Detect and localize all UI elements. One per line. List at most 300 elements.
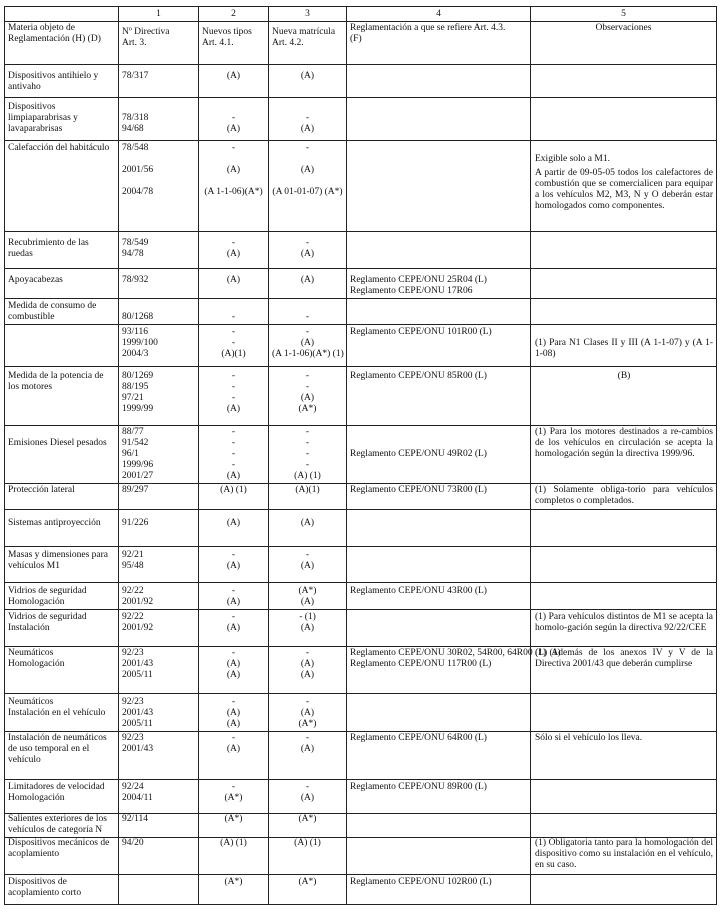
cell-new-registration	[269, 269, 347, 299]
cell-regulation	[347, 610, 531, 647]
table-row	[5, 426, 717, 484]
column-number: 5	[531, 7, 717, 22]
table-row	[5, 367, 717, 426]
cell-regulation	[347, 232, 531, 269]
header-line: Nº Directiva	[122, 27, 170, 37]
cell-line: vehículos de categoría N	[8, 825, 103, 835]
cell-observations	[531, 65, 717, 98]
cell-new-types	[199, 299, 269, 325]
cell-line: -	[231, 393, 236, 403]
cell-observations	[531, 647, 717, 694]
header-line: Reglamentación a que se refiere Art. 4.3.	[350, 23, 506, 33]
cell-line	[272, 102, 343, 113]
cell-line: A partir de 09-05-05 todos los calefactores de combustión que se comercialicen para equipar a los vehículos M2, M3, N y O deberán estar homologados como componentes.	[535, 168, 713, 211]
cell-line: Limitadores de velocidad	[8, 782, 105, 792]
cell-new-types	[199, 269, 269, 299]
cell-observations	[531, 732, 717, 780]
cell-subject	[5, 484, 119, 510]
cell-line: (A) (1)	[294, 471, 321, 481]
table-row	[5, 232, 717, 269]
cell-observations	[531, 814, 717, 838]
cell-line: (A)	[226, 719, 241, 729]
cell-directive	[119, 98, 199, 141]
cell-line: (A)	[300, 597, 315, 607]
cell-line: Reglamento CEPE/ONU 101R00 (L)	[350, 327, 492, 337]
cell-new-registration	[269, 325, 347, 367]
column-number: 4	[347, 7, 531, 22]
cell-regulation	[347, 694, 531, 732]
column-number-row	[5, 7, 717, 22]
cell-new-types	[199, 484, 269, 510]
cell-line: -	[231, 586, 236, 596]
regulation-table	[4, 6, 717, 905]
cell-directive	[119, 647, 199, 694]
cell-line: -	[231, 612, 236, 622]
cell-line: Dispositivos antihielo y	[8, 71, 99, 81]
cell-line: (A)	[300, 124, 315, 134]
cell-line	[122, 176, 195, 187]
cell-line: 80/1268	[122, 312, 154, 322]
cell-line: 2001/43	[122, 744, 154, 754]
cell-directive	[119, 426, 199, 484]
cell-line: 94/78	[122, 249, 144, 259]
cell-line: Neumáticos	[8, 648, 54, 658]
header-line: Reglamentación (H) (D)	[8, 34, 101, 44]
cell-new-types	[199, 732, 269, 780]
header-subject	[5, 22, 119, 65]
cell-regulation	[347, 484, 531, 510]
header-regulation	[347, 22, 531, 65]
cell-line: (A)	[300, 338, 315, 348]
cell-line: 91/226	[122, 518, 149, 528]
cell-observations	[531, 838, 717, 875]
cell-line: Emisiones Diesel pesados	[8, 438, 107, 448]
cell-line: -	[305, 438, 310, 448]
cell-regulation	[347, 838, 531, 875]
cell-regulation	[347, 732, 531, 780]
cell-line	[202, 102, 265, 113]
cell-regulation	[347, 299, 531, 325]
cell-line: 78/548	[122, 143, 149, 153]
cell-line: Reglamento CEPE/ONU 64R00 (L)	[350, 733, 487, 743]
cell-line: (A)	[300, 744, 315, 754]
cell-line: (A*)	[298, 814, 317, 824]
cell-line: -	[305, 460, 310, 470]
cell-line: Exigible solo a M1.	[535, 154, 610, 164]
cell-directive	[119, 732, 199, 780]
cell-regulation	[347, 367, 531, 426]
cell-line: 92/23	[122, 697, 144, 707]
cell-line: Apoyacabezas	[8, 275, 63, 285]
cell-new-registration	[269, 65, 347, 98]
cell-subject	[5, 780, 119, 814]
cell-observations	[531, 694, 717, 732]
header-row	[5, 22, 717, 65]
cell-new-registration	[269, 583, 347, 610]
cell-line: -	[305, 143, 310, 153]
table-row	[5, 780, 717, 814]
cell-line: (B)	[617, 371, 631, 381]
cell-line: 2001/92	[122, 623, 154, 633]
cell-line: ruedas	[8, 249, 33, 259]
cell-line	[202, 301, 265, 312]
cell-line: 2004/78	[122, 187, 154, 197]
cell-new-types	[199, 610, 269, 647]
cell-line: 2005/11	[122, 719, 153, 729]
cell-line: -	[231, 550, 236, 560]
cell-line: -	[305, 449, 310, 459]
cell-line: - (1)	[299, 612, 316, 622]
cell-regulation	[347, 780, 531, 814]
cell-line: Calefacción del habitáculo	[8, 143, 110, 153]
cell-line: Medida de consumo de	[8, 301, 97, 311]
header-line: Observaciones	[595, 23, 652, 33]
cell-line: 2001/27	[122, 471, 154, 481]
table-row	[5, 325, 717, 367]
cell-regulation	[347, 583, 531, 610]
cell-line: -	[231, 427, 236, 437]
regulation-document	[4, 6, 716, 905]
cell-line: (A*)	[298, 719, 317, 729]
cell-line: -	[231, 733, 236, 743]
cell-line: -	[231, 113, 236, 123]
cell-line: (A) (1)	[220, 838, 247, 848]
cell-line: Dispositivos	[8, 102, 56, 112]
cell-line: Reglamento CEPE/ONU 30R02, 54R00, 64R00 (L) (1)	[350, 648, 561, 658]
cell-directive	[119, 484, 199, 510]
cell-line: -	[231, 143, 236, 153]
cell-line: 1999/96	[122, 460, 154, 470]
cell-line: 88/195	[122, 382, 149, 392]
cell-subject	[5, 299, 119, 325]
header-new-registration	[269, 22, 347, 65]
cell-new-registration	[269, 694, 347, 732]
cell-observations	[531, 325, 717, 367]
cell-observations	[531, 583, 717, 610]
cell-line: (A)	[226, 165, 241, 175]
cell-line: 2005/11	[122, 670, 153, 680]
cell-observations	[531, 484, 717, 510]
cell-line: 2001/43	[122, 659, 154, 669]
cell-subject	[5, 65, 119, 98]
cell-directive	[119, 232, 199, 269]
cell-line: Reglamento CEPE/ONU 25R04 (L)	[350, 275, 487, 285]
cell-line: -	[231, 327, 236, 337]
cell-new-registration	[269, 547, 347, 583]
cell-line: Homologación	[8, 793, 65, 803]
cell-new-registration	[269, 780, 347, 814]
cell-subject	[5, 547, 119, 583]
cell-directive	[119, 299, 199, 325]
cell-line: (A)	[300, 708, 315, 718]
cell-new-types	[199, 647, 269, 694]
cell-line: Vidrios de seguridad	[8, 612, 87, 622]
cell-observations	[531, 547, 717, 583]
cell-line: (A)	[226, 561, 241, 571]
cell-line: Medida de la potencia de	[8, 371, 104, 381]
cell-observations	[531, 141, 717, 232]
cell-directive	[119, 875, 199, 905]
cell-line: 97/21	[122, 393, 144, 403]
cell-line: (A)	[300, 249, 315, 259]
cell-regulation	[347, 875, 531, 905]
cell-line: (A)	[300, 659, 315, 669]
cell-line: (A)	[226, 744, 241, 754]
cell-line: (A)	[226, 249, 241, 259]
header-line: Nuevos tipos	[202, 27, 252, 37]
cell-new-registration	[269, 510, 347, 547]
cell-line: 92/22	[122, 586, 144, 596]
cell-line	[350, 427, 527, 438]
cell-line: 94/20	[122, 838, 144, 848]
cell-new-types	[199, 547, 269, 583]
cell-line: -	[231, 338, 236, 348]
cell-line: -	[305, 371, 310, 381]
cell-line: Recubrimiento de las	[8, 238, 89, 248]
cell-line: -	[305, 648, 310, 658]
cell-line: Homologación	[8, 659, 65, 669]
table-row	[5, 484, 717, 510]
cell-line	[8, 427, 115, 438]
cell-observations	[531, 269, 717, 299]
cell-line: lavaparabrisas	[8, 124, 63, 134]
cell-line: (1) Para vehículos distintos de M1 se acepta la homolo-gación según la directiva 92/22/CEE	[535, 612, 713, 633]
cell-line: (A*)	[298, 586, 317, 596]
cell-new-types	[199, 510, 269, 547]
cell-line: 2001/56	[122, 165, 154, 175]
cell-regulation	[347, 325, 531, 367]
cell-line: (1) Solamente obliga-torio para vehículos completos o completados.	[535, 485, 713, 506]
cell-line: (A) (1)	[294, 838, 321, 848]
cell-directive	[119, 367, 199, 426]
cell-observations	[531, 780, 717, 814]
table-row	[5, 141, 717, 232]
cell-line: (1) Además de los anexos IV y V de la Directiva 2001/43 que deberán cumplirse	[535, 648, 713, 669]
cell-directive	[119, 141, 199, 232]
table-row	[5, 875, 717, 905]
cell-new-types	[199, 98, 269, 141]
table-row	[5, 547, 717, 583]
cell-new-registration	[269, 232, 347, 269]
cell-subject	[5, 875, 119, 905]
cell-directive	[119, 547, 199, 583]
cell-new-types	[199, 814, 269, 838]
cell-directive	[119, 325, 199, 367]
cell-subject	[5, 141, 119, 232]
cell-line: (1) Para los motores destinados a re-cambios de los vehículos en circulación se acepta la homologación según la directiva 1999/96.	[535, 427, 713, 459]
cell-line: -	[305, 327, 310, 337]
cell-subject	[5, 232, 119, 269]
cell-regulation	[347, 141, 531, 232]
cell-line: (A)	[226, 404, 241, 414]
cell-line: (A 01-01-07) (A*)	[272, 187, 343, 197]
cell-line: -	[305, 382, 310, 392]
column-number: 1	[119, 7, 199, 22]
cell-directive	[119, 694, 199, 732]
cell-new-types	[199, 141, 269, 232]
cell-line: los motores	[8, 382, 53, 392]
cell-line: Reglamento CEPE/ONU 117R00 (L)	[350, 659, 492, 669]
cell-directive	[119, 610, 199, 647]
cell-regulation	[347, 647, 561, 694]
cell-line: 92/24	[122, 782, 144, 792]
cell-line: (A)	[226, 518, 241, 528]
cell-subject	[5, 510, 119, 547]
cell-subject	[5, 732, 119, 780]
cell-line: Sistemas antiproyección	[8, 518, 101, 528]
cell-line: 80/1269	[122, 371, 154, 381]
header-line: Nueva matrícula	[272, 27, 336, 37]
table-row	[5, 610, 717, 647]
cell-line: (A)	[300, 670, 315, 680]
cell-new-types	[199, 65, 269, 98]
cell-line: -	[231, 312, 236, 322]
cell-line: 2001/92	[122, 597, 154, 607]
cell-new-registration	[269, 484, 347, 510]
cell-line: 1999/100	[122, 338, 158, 348]
cell-new-types	[199, 325, 269, 367]
cell-new-registration	[269, 367, 347, 426]
cell-line: (A)	[226, 659, 241, 669]
cell-directive	[119, 838, 199, 875]
cell-new-types	[199, 694, 269, 732]
cell-line: 88/77	[122, 427, 144, 437]
cell-subject	[5, 98, 119, 141]
cell-line: (A)	[226, 623, 241, 633]
cell-line: 91/542	[122, 438, 149, 448]
cell-line: -	[231, 460, 236, 470]
cell-line: (A)	[300, 71, 315, 81]
cell-line: (A)	[300, 793, 315, 803]
cell-new-registration	[269, 732, 347, 780]
cell-new-types	[199, 426, 269, 484]
cell-subject	[5, 694, 119, 732]
cell-new-types	[199, 875, 269, 905]
table-row	[5, 269, 717, 299]
cell-line: 95/48	[122, 561, 144, 571]
cell-line: 93/116	[122, 327, 149, 337]
column-number	[5, 7, 119, 22]
cell-line: 2004/3	[122, 349, 149, 359]
cell-new-registration	[269, 875, 347, 905]
cell-regulation	[347, 510, 531, 547]
cell-directive	[119, 510, 199, 547]
cell-directive	[119, 780, 199, 814]
cell-line: -	[231, 697, 236, 707]
cell-new-registration	[269, 141, 347, 232]
cell-line: Salientes exteriores de los	[8, 814, 107, 824]
header-line: Art. 3.	[122, 38, 147, 48]
cell-new-types	[199, 780, 269, 814]
cell-line: -	[305, 312, 310, 322]
cell-line: 92/23	[122, 648, 144, 658]
cell-regulation	[347, 547, 531, 583]
cell-line: (A)	[300, 165, 315, 175]
cell-line: (A*)	[224, 793, 243, 803]
header-line: Art. 4.1.	[202, 38, 234, 48]
cell-line: (A)	[226, 275, 241, 285]
cell-line: (A) (1)	[220, 485, 247, 495]
cell-line: (A)	[226, 670, 241, 680]
cell-line: vehículos M1	[8, 561, 60, 571]
cell-line: Protección lateral	[8, 485, 75, 495]
header-line: Materia objeto de	[8, 23, 76, 33]
cell-directive	[119, 814, 199, 838]
cell-line: Vidrios de seguridad	[8, 586, 87, 596]
cell-line: -	[231, 238, 236, 248]
cell-line: Instalación en el vehículo	[8, 708, 106, 718]
cell-line: 92/114	[122, 814, 149, 824]
cell-line: Instalación	[8, 623, 50, 633]
header-line: (F)	[350, 34, 362, 44]
cell-line: Sólo si el vehículo los lleva.	[535, 733, 643, 743]
cell-line: Homologación	[8, 597, 65, 607]
cell-new-registration	[269, 299, 347, 325]
cell-new-registration	[269, 98, 347, 141]
cell-line: -	[305, 427, 310, 437]
cell-line: (1) Obligatoria tanto para la homologación del dispositivo como su instalación en el vehículo, en su caso.	[535, 838, 713, 870]
cell-observations	[531, 610, 717, 647]
cell-observations	[531, 232, 717, 269]
cell-line: (A)	[300, 561, 315, 571]
cell-line: (A)	[226, 124, 241, 134]
cell-observations	[531, 426, 717, 484]
cell-line: 78/549	[122, 238, 149, 248]
cell-line: (A)	[300, 393, 315, 403]
cell-line: (A 1-1-06)(A*) (1)	[272, 349, 344, 359]
cell-line: 1999/99	[122, 404, 154, 414]
cell-line: (A)	[226, 71, 241, 81]
cell-regulation	[347, 65, 531, 98]
cell-line: Reglamento CEPE/ONU 89R00 (L)	[350, 782, 487, 792]
cell-line: (A)(1)	[295, 485, 320, 495]
cell-observations	[531, 367, 717, 426]
cell-line	[272, 301, 343, 312]
cell-line	[350, 438, 527, 449]
cell-line: Reglamento CEPE/ONU 102R00 (L)	[350, 877, 492, 887]
cell-line: (A)	[226, 597, 241, 607]
cell-observations	[531, 299, 717, 325]
table-row	[5, 647, 717, 694]
cell-new-registration	[269, 647, 347, 694]
cell-line: -	[305, 697, 310, 707]
table-row	[5, 299, 717, 325]
cell-new-registration	[269, 838, 347, 875]
cell-subject	[5, 610, 119, 647]
cell-observations	[531, 510, 717, 547]
cell-line: -	[305, 113, 310, 123]
header-new-types	[199, 22, 269, 65]
cell-line	[122, 301, 195, 312]
cell-line	[535, 327, 713, 338]
cell-line: -	[305, 238, 310, 248]
cell-subject	[5, 838, 119, 875]
cell-line	[202, 176, 265, 187]
cell-new-types	[199, 838, 269, 875]
cell-line: -	[231, 782, 236, 792]
cell-subject	[5, 583, 119, 610]
column-number: 2	[199, 7, 269, 22]
cell-line: -	[231, 382, 236, 392]
cell-line: Reglamento CEPE/ONU 49R02 (L)	[350, 449, 487, 459]
cell-line: acoplamiento	[8, 849, 60, 859]
table-row	[5, 65, 717, 98]
cell-line: (A*)	[298, 404, 317, 414]
cell-line	[202, 154, 265, 165]
table-row	[5, 814, 717, 838]
cell-line: (A)(1)	[221, 349, 246, 359]
cell-new-registration	[269, 610, 347, 647]
